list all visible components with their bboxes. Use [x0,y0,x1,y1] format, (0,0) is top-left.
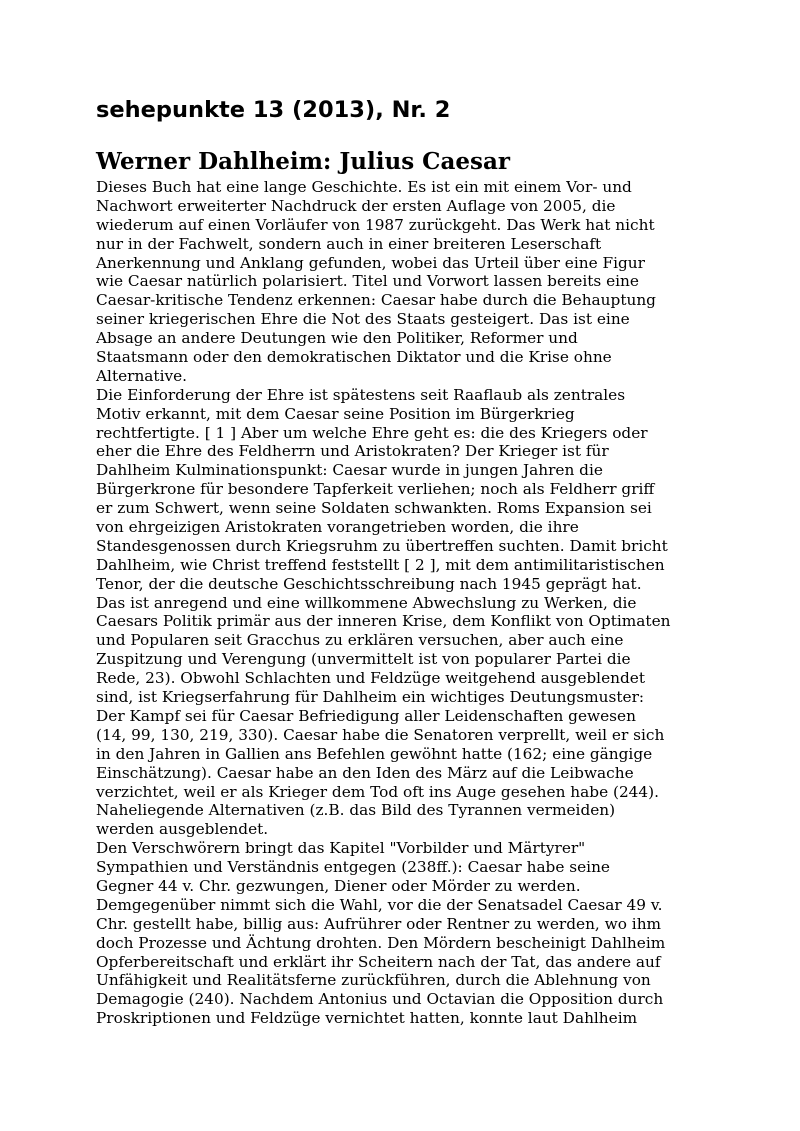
body-text-line: Anerkennung und Anklang gefunden, wobei das Urteil über eine Figur [96,253,645,272]
body-text-line: (14, 99, 130, 219, 330). Caesar habe die Senatoren verprellt, weil er sich [96,725,665,744]
body-text-line: Alternative. [96,366,188,385]
body-text-line: werden ausgeblendet. [96,820,269,839]
body-text-line: Bürgerkrone für besondere Tapferkeit verliehen; noch als Feldherr griff [96,480,655,499]
body-text-line: Der Kampf sei für Caesar Befriedigung aller Leidenschaften gewesen [96,706,636,725]
body-text-line: Absage an andere Deutungen wie den Politiker, Reformer und [96,329,578,348]
body-text-line: Demagogie (240). Nachdem Antonius und Octavian die Opposition durch [96,990,664,1009]
body-text-line: Standesgenossen durch Kriegsruhm zu übertreffen suchten. Damit bricht [96,536,668,555]
body-text-line: Einschätzung). Caesar habe an den Iden des März auf die Leibwache [96,763,634,782]
body-text-line: wie Caesar natürlich polarisiert. Titel und Vorwort lassen bereits eine [96,272,639,291]
body-text-line: und Popularen seit Gracchus zu erklären versuchen, aber auch eine [96,631,624,650]
body-text-line: von ehrgeizigen Aristokraten vorangetrieben worden, die ihre [96,518,579,537]
body-text-line: Das ist anregend und eine willkommene Abwechslung zu Werken, die [96,593,637,612]
body-text-line: Die Einforderung der Ehre ist spätestens seit Raaflaub als zentrales [96,385,626,404]
body-text-line: Naheliegende Alternativen (z.B. das Bild des Tyrannen vermeiden) [96,801,616,820]
body-text-line: Caesar-kritische Tendenz erkennen: Caesar habe durch die Behauptung [96,291,656,310]
body-text-line: Motiv erkannt, mit dem Caesar seine Position im Bürgerkrieg [96,404,575,423]
body-text-line: Den Verschwörern bringt das Kapitel "Vorbilder und Märtyrer" [96,839,586,858]
body-text-line: Dieses Buch hat eine lange Geschichte. Es ist ein mit einem Vor- und [96,178,632,196]
body-text-line: seiner kriegerischen Ehre die Not des Staats gesteigert. Das ist eine [96,310,630,329]
body-text-line: sind, ist Kriegserfahrung für Dahlheim ein wichtiges Deutungsmuster: [96,688,645,707]
body-text-line: Opferbereitschaft und erklärt ihr Scheitern nach der Tat, das andere auf [96,952,661,971]
body-text-line: Staatsmann oder den demokratischen Diktator und die Krise ohne [96,348,612,367]
body-text-line: verzichtet, weil er als Krieger dem Tod oft ins Auge gesehen habe (244). [96,782,659,801]
body-text-line: Dahlheim, wie Christ treffend feststellt [ 2 ], mit dem antimilitaristischen [96,555,665,574]
body-text-line: nur in der Fachwelt, sondern auch in einer breiteren Leserschaft [96,234,602,253]
article-body [96,178,716,1028]
body-text-line: Demgegenüber nimmt sich die Wahl, vor die der Senatsadel Caesar 49 v. [96,895,663,914]
body-text-line: rechtfertigte. [ 1 ] Aber um welche Ehre geht es: die des Kriegers oder [96,423,648,442]
body-text-line: Rede, 23). Obwohl Schlachten und Feldzüge weitgehend ausgeblendet [96,669,645,688]
body-text-line: Sympathien und Verständnis entgegen (238ff.): Caesar habe seine [96,858,610,877]
body-text-line: Nachwort erweiterter Nachdruck der ersten Auflage von 2005, die [96,196,616,215]
body-text-line: Zuspitzung und Verengung (unvermittelt ist von popularer Partei die [96,650,631,669]
body-text-line: Dahlheim Kulminationspunkt: Caesar wurde in jungen Jahren die [96,461,603,480]
body-text-line: in den Jahren in Gallien ans Befehlen gewöhnt hatte (162; eine gängige [96,744,653,763]
article-title: Werner Dahlheim: Julius Caesar [96,148,510,175]
body-text-line: Tenor, der die deutsche Geschichtsschreibung nach 1945 geprägt hat. [96,574,642,593]
body-text-line: wiederum auf einen Vorläufer von 1987 zurückgeht. Das Werk hat nicht [96,215,655,234]
body-text-line: Caesars Politik primär aus der inneren Krise, dem Konflikt von Optimaten [96,612,671,631]
body-text-line: Chr. gestellt habe, billig aus: Aufrührer oder Rentner zu werden, wo ihm [96,914,662,933]
body-text-line: Unfähigkeit und Realitätsferne zurückführen, durch die Ablehnung von [96,971,651,990]
document-page [96,96,716,1028]
body-text-line: er zum Schwert, wenn seine Soldaten schwankten. Roms Expansion sei [96,499,652,518]
body-text-line: doch Prozesse und Ächtung drohten. Den Mördern bescheinigt Dahlheim [96,933,666,952]
body-text-line: Gegner 44 v. Chr. gezwungen, Diener oder Mörder zu werden. [96,876,581,895]
journal-title: sehepunkte 13 (2013), Nr. 2 [96,97,451,123]
body-text-line: Proskriptionen und Feldzüge vernichtet hatten, konnte laut Dahlheim [96,1009,638,1028]
body-text-line: eher die Ehre des Feldherrn und Aristokraten? Der Krieger ist für [96,442,609,461]
